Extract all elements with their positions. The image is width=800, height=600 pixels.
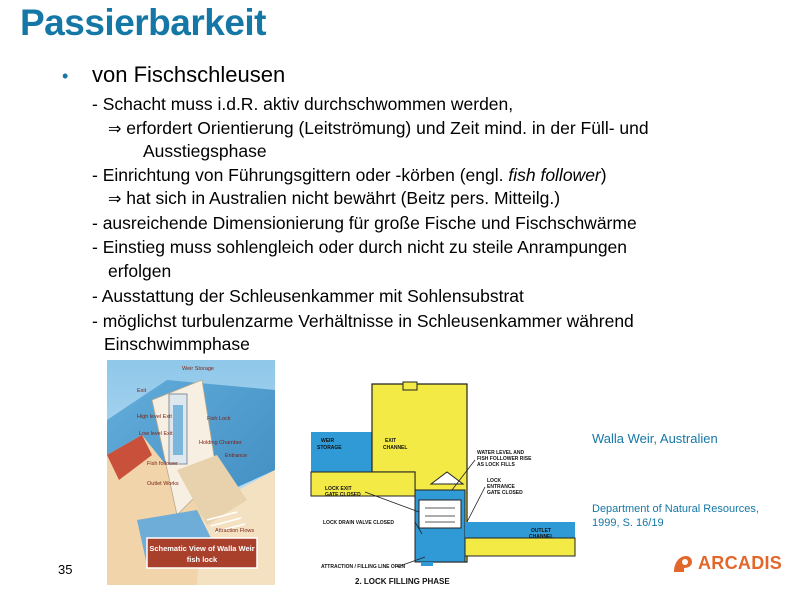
diagram-label: CHANNEL xyxy=(383,445,408,451)
arcadis-logo xyxy=(672,553,782,574)
text-line: - ausreichende Dimensionierung für große Fische und Fischschwärme xyxy=(92,213,637,233)
diagram-label: WATER LEVEL AND xyxy=(477,450,525,456)
text-line: - möglichst turbulenzarme Verhältnisse in Schleusenkammer während xyxy=(92,311,634,331)
figure-caption: fish lock xyxy=(186,555,218,564)
bullet-marker: • xyxy=(62,66,69,86)
text-line-content: ) xyxy=(600,165,607,185)
lock-filling-phase-diagram xyxy=(307,372,579,590)
location-caption: Walla Weir, Australien xyxy=(592,431,718,446)
text-line-content: - Einrichtung von Führungsgittern oder -körben (engl. xyxy=(92,165,504,185)
diagram-label: LOCK EXIT xyxy=(325,486,352,492)
text-line: Ausstiegsphase xyxy=(143,141,267,161)
text-line: - Ausstattung der Schleusenkammer mit Sohlensubstrat xyxy=(92,286,524,306)
diagram-label: AS LOCK FILLS xyxy=(477,462,515,468)
diagram-label: FISH FOLLOWER RISE xyxy=(477,456,532,462)
source-caption: Department of Natural Resources, 1999, S. 16/19 xyxy=(592,503,759,529)
diagram-label: LOCK xyxy=(487,478,502,484)
page-number: 35 xyxy=(58,562,73,577)
figure-label: Entrance xyxy=(225,453,248,459)
figure-label: Outlet Works xyxy=(147,481,179,487)
figure-label: Fish Lock xyxy=(207,416,231,422)
diagram-label: ATTRACTION / FILLING LINE OPEN xyxy=(321,564,406,570)
text-line-content: erfordert Orientierung (Leitströmung) und Zeit mind. in der Füll- und xyxy=(126,118,649,138)
text-line xyxy=(92,164,607,186)
text-line: - Schacht muss i.d.R. aktiv durchschwommen werden, xyxy=(92,94,514,114)
diagram-label: ENTRANCE xyxy=(487,484,515,490)
text-line: erfolgen xyxy=(108,261,172,281)
implies-arrow-icon: ⇒ xyxy=(108,189,122,208)
slide-title: Passierbarkeit xyxy=(20,2,267,43)
figure-label: Exit xyxy=(137,388,147,394)
figure-label: Attraction Flows xyxy=(215,528,255,534)
diagram-label: STORAGE xyxy=(317,445,342,451)
diagram-label: GATE CLOSED xyxy=(487,490,523,496)
text-line-italic: fish follower xyxy=(508,165,601,185)
figure-caption: Schematic View of Walla Weir xyxy=(149,544,255,553)
text-line: Einschwimmphase xyxy=(104,334,250,354)
diagram-label: WEIR xyxy=(321,438,335,444)
figure-label: Low level Exit xyxy=(139,431,173,437)
diagram-label: CHANNEL xyxy=(529,534,554,540)
logo-text: ARCADIS xyxy=(698,553,783,573)
text-line xyxy=(108,117,649,140)
bullet-heading: von Fischschleusen xyxy=(92,62,286,87)
figure-label: Holding Chamber xyxy=(199,440,242,446)
figure-label: High level Exit xyxy=(137,414,172,420)
text-line-content: hat sich in Australien nicht bewährt (Beitz pers. Mitteilg.) xyxy=(126,188,561,208)
arcadis-logo-icon xyxy=(672,554,694,574)
diagram-caption: 2. LOCK FILLING PHASE xyxy=(355,577,450,586)
walla-weir-schematic-figure xyxy=(107,360,275,585)
diagram-label: LOCK DRAIN VALVE CLOSED xyxy=(323,520,394,526)
figure-label: Fish follower xyxy=(147,461,178,467)
diagram-label: OUTLET xyxy=(531,528,551,534)
diagram-label: EXIT xyxy=(385,438,397,444)
implies-arrow-icon: ⇒ xyxy=(108,119,122,138)
text-line xyxy=(108,187,560,210)
diagram-label: GATE CLOSED xyxy=(325,492,361,498)
text-line: - Einstieg muss sohlengleich oder durch nicht zu steile Anrampungen xyxy=(92,237,628,257)
figure-label: Weir Storage xyxy=(182,366,214,372)
